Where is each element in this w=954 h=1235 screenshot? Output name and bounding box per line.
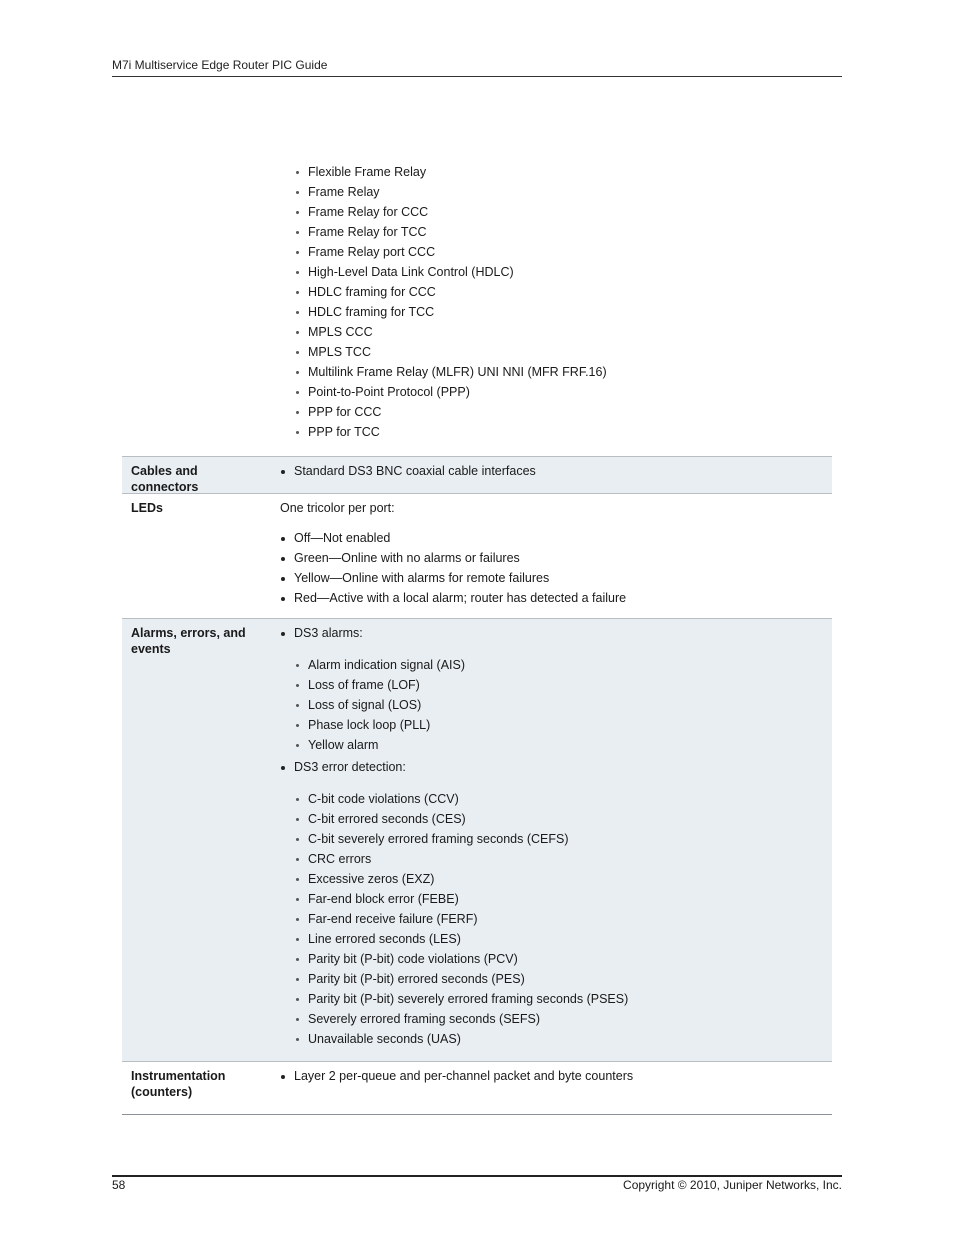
list-item: Frame Relay port CCC (294, 242, 607, 262)
row-content-instrumentation (280, 1068, 824, 1088)
table-row-instrumentation (122, 1062, 832, 1115)
list-item: C-bit code violations (CCV) (294, 789, 824, 809)
list-item: Frame Relay for TCC (294, 222, 607, 242)
continued-protocol-list (294, 162, 607, 442)
list-item: Far-end block error (FEBE) (294, 889, 824, 909)
copyright-notice: Copyright © 2010, Juniper Networks, Inc. (623, 1178, 842, 1192)
row-label-alarms: Alarms, errors, and events (131, 626, 246, 656)
list-item: Yellow alarm (294, 735, 824, 755)
running-header-title: M7i Multiservice Edge Router PIC Guide (112, 58, 328, 72)
list-item: Standard DS3 BNC coaxial cable interfaces (280, 463, 824, 483)
list-item: C-bit severely errored framing seconds (CEFS) (294, 829, 824, 849)
list-item: Frame Relay for CCC (294, 202, 607, 222)
list-item: Parity bit (P-bit) code violations (PCV) (294, 949, 824, 969)
list-item: High-Level Data Link Control (HDLC) (294, 262, 607, 282)
leds-intro-text: One tricolor per port: (280, 501, 395, 515)
row-content-leds (280, 500, 824, 610)
group-title: DS3 error detection: (294, 760, 406, 774)
row-content-alarms (280, 625, 824, 1053)
list-item: Layer 2 per-queue and per-channel packet and byte counters (280, 1068, 824, 1088)
row-label-cables: Cables and connectors (131, 464, 199, 494)
list-item: Far-end receive failure (FERF) (294, 909, 824, 929)
list-item: HDLC framing for TCC (294, 302, 607, 322)
group-title: DS3 alarms: (294, 626, 363, 640)
list-item: Frame Relay (294, 182, 607, 202)
list-item: Loss of signal (LOS) (294, 695, 824, 715)
list-item: Red—Active with a local alarm; router has detected a failure (280, 590, 824, 610)
alarm-group-ds3-alarms (280, 625, 824, 755)
list-item: Alarm indication signal (AIS) (294, 655, 824, 675)
table-row-leds (122, 494, 832, 619)
footer-divider (112, 1175, 842, 1177)
list-item: Loss of frame (LOF) (294, 675, 824, 695)
list-item: Unavailable seconds (UAS) (294, 1029, 824, 1049)
list-item: PPP for CCC (294, 402, 607, 422)
page-number: 58 (112, 1178, 126, 1192)
table-row-alarms (122, 619, 832, 1062)
list-item: MPLS CCC (294, 322, 607, 342)
row-label-instrumentation: Instrumentation (counters) (131, 1069, 226, 1099)
list-item: C-bit errored seconds (CES) (294, 809, 824, 829)
list-item: Parity bit (P-bit) severely errored framing seconds (PSES) (294, 989, 824, 1009)
list-item: Point-to-Point Protocol (PPP) (294, 382, 607, 402)
list-item: Severely errored framing seconds (SEFS) (294, 1009, 824, 1029)
table-row-cables (122, 456, 832, 494)
list-item: Phase lock loop (PLL) (294, 715, 824, 735)
list-item: Parity bit (P-bit) errored seconds (PES) (294, 969, 824, 989)
list-item: PPP for TCC (294, 422, 607, 442)
list-item: Multilink Frame Relay (MLFR) UNI NNI (MFR FRF.16) (294, 362, 607, 382)
list-item: Flexible Frame Relay (294, 162, 607, 182)
row-content-cables (280, 463, 824, 483)
header-divider (112, 76, 842, 77)
list-item: Off—Not enabled (280, 530, 824, 550)
row-label-leds: LEDs (131, 501, 163, 515)
alarm-group-ds3-error-detection (280, 759, 824, 1049)
list-item: MPLS TCC (294, 342, 607, 362)
list-item: Line errored seconds (LES) (294, 929, 824, 949)
list-item: HDLC framing for CCC (294, 282, 607, 302)
list-item: Green—Online with no alarms or failures (280, 550, 824, 570)
list-item: CRC errors (294, 849, 824, 869)
list-item: Excessive zeros (EXZ) (294, 869, 824, 889)
list-item: Yellow—Online with alarms for remote failures (280, 570, 824, 590)
